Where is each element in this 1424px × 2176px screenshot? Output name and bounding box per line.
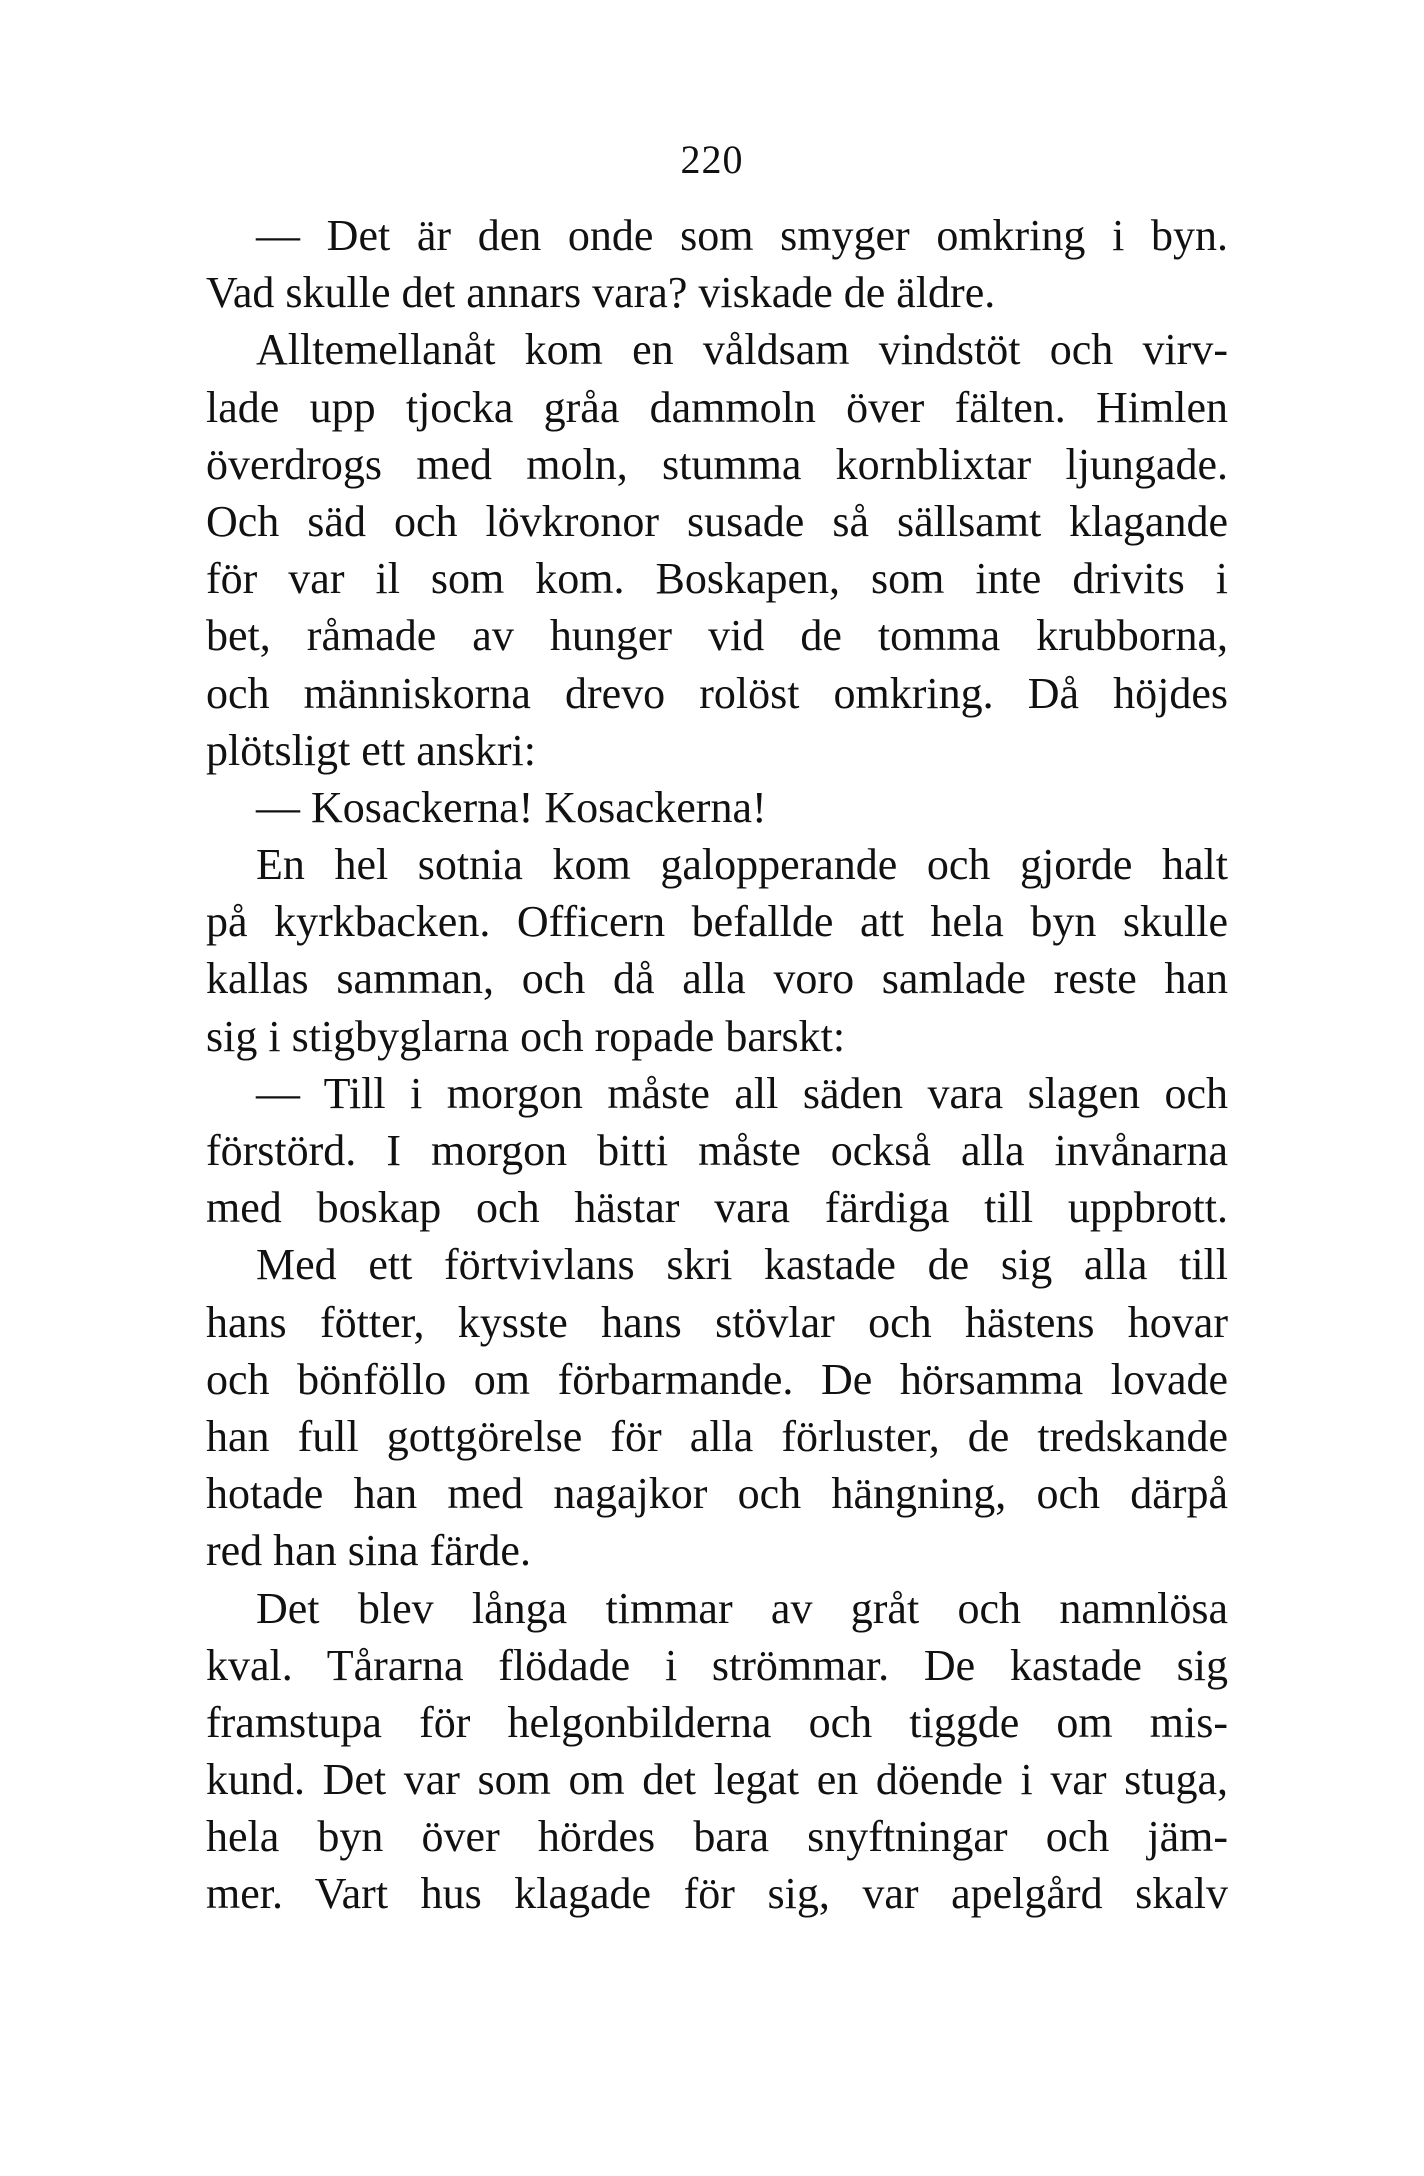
text-line: sig i stigbyglarna och ropade barskt:	[206, 1011, 846, 1061]
text-line: hela byn över hördes bara snyftningar och jäm-	[206, 1812, 1228, 1862]
text-line: och bönföllo om förbarmande. De hörsamma lovade	[206, 1354, 1228, 1404]
text-line: hotade han med nagajkor och hängning, och därpå	[206, 1469, 1228, 1519]
text-line: Det blev långa timmar av gråt och namnlösa	[256, 1583, 1228, 1633]
text-line: lade upp tjocka gråa dammoln över fälten. Himlen	[206, 382, 1228, 432]
text-line: mer. Vart hus klagade för sig, var apelgård skalv	[206, 1869, 1228, 1919]
text-line: Och säd och lövkronor susade så sällsamt klagande	[206, 496, 1228, 546]
text-line: — Till i morgon måste all säden vara slagen och	[256, 1068, 1228, 1118]
page-number: 220	[680, 137, 744, 182]
text-line: kund. Det var som om det legat en döende i var stuga,	[206, 1755, 1228, 1805]
text-line: kval. Tårarna flödade i strömmar. De kastade sig	[206, 1640, 1228, 1690]
text-line: framstupa för helgonbilderna och tiggde om mis-	[206, 1697, 1228, 1747]
text-line: Alltemellanåt kom en våldsam vindstöt och virv-	[256, 325, 1228, 375]
text-line: och människorna drevo rolöst omkring. Då höjdes	[206, 668, 1228, 718]
text-line: överdrogs med moln, stumma kornblixtar ljungade.	[206, 439, 1228, 489]
text-line: bet, råmade av hunger vid de tomma krubborna,	[206, 611, 1228, 661]
text-line: Med ett förtvivlans skri kastade de sig alla till	[256, 1240, 1228, 1290]
text-line: med boskap och hästar vara färdiga till uppbrott.	[206, 1183, 1228, 1233]
text-line: Vad skulle det annars vara? viskade de äldre.	[206, 268, 996, 318]
text-line: han full gottgörelse för alla förluster, de tredskande	[206, 1411, 1228, 1461]
text-line: — Kosackerna! Kosackerna!	[256, 782, 767, 832]
text-line: för var il som kom. Boskapen, som inte drivits i	[206, 554, 1228, 604]
text-line: En hel sotnia kom galopperande och gjorde halt	[256, 840, 1228, 890]
text-line: red han sina färde.	[206, 1526, 531, 1576]
text-line: förstörd. I morgon bitti måste också alla invånarna	[206, 1126, 1228, 1175]
body-text	[206, 207, 1228, 1923]
text-line: kallas samman, och då alla voro samlade reste han	[206, 954, 1228, 1004]
text-line: på kyrkbacken. Officern befallde att hela byn skulle	[206, 897, 1228, 947]
text-line: hans fötter, kysste hans stövlar och hästens hovar	[206, 1297, 1228, 1347]
text-line: plötsligt ett anskri:	[206, 725, 536, 775]
text-line: — Det är den onde som smyger omkring i byn.	[256, 211, 1228, 260]
